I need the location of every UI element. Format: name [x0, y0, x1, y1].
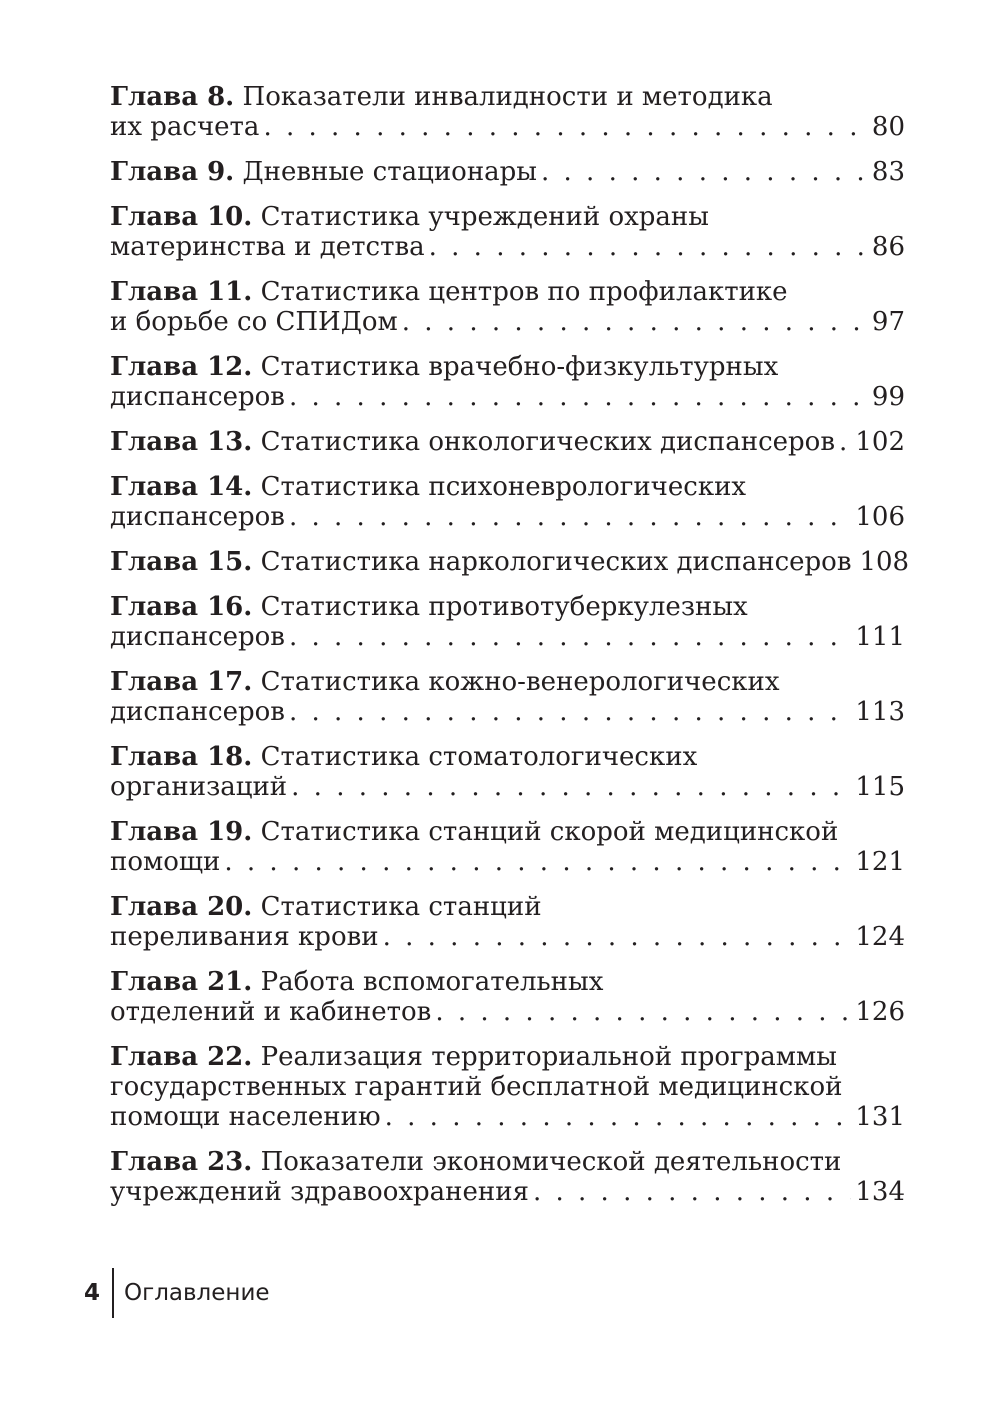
chapter-title-text: Статистика наркологических диспансеров	[260, 547, 852, 577]
toc-page-number: 131	[855, 1102, 905, 1132]
dot-leader	[385, 1102, 852, 1132]
toc-line-text	[110, 427, 835, 457]
toc-entry[interactable]	[110, 82, 905, 142]
footer-divider	[112, 1268, 114, 1318]
toc-entry-line	[110, 1147, 905, 1177]
toc-entry-line	[110, 847, 905, 877]
chapter-title-text: Статистика центров по профилактике	[260, 277, 788, 307]
toc-line-text	[110, 667, 780, 697]
toc-entry-line	[110, 997, 905, 1027]
chapter-label: Глава 16.	[110, 592, 253, 622]
chapter-label: Глава 18.	[110, 742, 253, 772]
chapter-title-text: диспансеров	[110, 502, 285, 532]
chapter-label: Глава 9.	[110, 157, 235, 187]
chapter-label: Глава 15.	[110, 547, 253, 577]
dot-leader	[289, 502, 851, 532]
chapter-title-text: и борьбе со СПИДом	[110, 307, 398, 337]
toc-line-text	[110, 772, 287, 802]
toc-entry-line	[110, 817, 905, 847]
chapter-label: Глава 11.	[110, 277, 253, 307]
toc-entry[interactable]	[110, 547, 910, 577]
toc-entry-line	[110, 547, 910, 577]
chapter-title-text: Статистика стоматологических	[260, 742, 698, 772]
toc-line-text	[110, 1102, 381, 1132]
dot-leader	[289, 382, 868, 412]
chapter-title-text: переливания крови	[110, 922, 379, 952]
chapter-title-text: помощи	[110, 847, 221, 877]
chapter-title-text: Статистика онкологических диспансеров	[260, 427, 835, 457]
toc-page-number: 102	[855, 427, 905, 457]
dot-leader	[435, 997, 851, 1027]
toc-entry-line	[110, 892, 905, 922]
dot-leader	[429, 232, 868, 262]
chapter-title-text: диспансеров	[110, 382, 285, 412]
toc-line-text	[110, 697, 285, 727]
chapter-label: Глава 17.	[110, 667, 253, 697]
toc-entry[interactable]	[110, 352, 905, 412]
chapter-title-text: Статистика станций скорой медицинской	[260, 817, 839, 847]
dot-leader	[289, 697, 851, 727]
chapter-title-text: Статистика противотуберкулезных	[260, 592, 748, 622]
toc-entry-line	[110, 232, 905, 262]
toc-entry-line	[110, 922, 905, 952]
toc-page-number: 99	[871, 382, 905, 412]
toc-line-text	[110, 892, 542, 922]
toc-entry-line	[110, 772, 905, 802]
chapter-title-text: материнства и детства	[110, 232, 425, 262]
chapter-label: Глава 20.	[110, 892, 253, 922]
toc-page-number: 124	[855, 922, 905, 952]
toc-entry[interactable]	[110, 1042, 905, 1132]
toc-line-text	[110, 967, 603, 997]
page-number: 4	[84, 1280, 101, 1306]
chapter-title-text: Статистика психоневрологических	[260, 472, 747, 502]
toc-entry[interactable]	[110, 742, 905, 802]
toc-entry[interactable]	[110, 472, 905, 532]
chapter-title-text: отделений и кабинетов	[110, 997, 432, 1027]
toc-line-text	[110, 82, 773, 112]
chapter-label: Глава 22.	[110, 1042, 253, 1072]
toc-entry[interactable]	[110, 892, 905, 952]
toc-page-number: 83	[871, 157, 905, 187]
dot-leader	[263, 112, 867, 142]
toc-line-text	[110, 202, 709, 232]
toc-entry-line	[110, 82, 905, 112]
toc-entry-line	[110, 1042, 905, 1072]
toc-line-text	[110, 742, 697, 772]
toc-entry-line	[110, 157, 905, 187]
toc-entry-line	[110, 1072, 905, 1102]
toc-page-number: 106	[855, 502, 905, 532]
toc-line-text	[110, 232, 425, 262]
toc-entry-line	[110, 1102, 905, 1132]
toc-line-text	[110, 922, 379, 952]
dot-leader	[383, 922, 852, 952]
toc-line-text	[110, 592, 748, 622]
chapter-title-text: Статистика кожно-венерологических	[260, 667, 780, 697]
toc-line-text	[110, 352, 778, 382]
chapter-title-text: учреждений здравоохранения	[110, 1177, 529, 1207]
toc-page-number: 111	[855, 622, 905, 652]
toc-entry-line	[110, 592, 905, 622]
toc-line-text	[110, 307, 398, 337]
chapter-title-text: Статистика учреждений охраны	[260, 202, 709, 232]
chapter-title-text: Реализация территориальной программы	[260, 1042, 837, 1072]
chapter-title-text: Работа вспомогательных	[260, 967, 604, 997]
chapter-label: Глава 21.	[110, 967, 253, 997]
toc-line-text	[110, 1147, 841, 1177]
toc-page-number: 86	[871, 232, 905, 262]
toc-entry-line	[110, 502, 905, 532]
chapter-label: Глава 14.	[110, 472, 253, 502]
chapter-title-text: диспансеров	[110, 622, 285, 652]
page-footer	[84, 1268, 270, 1318]
dot-leader	[289, 622, 851, 652]
toc-line-text	[110, 1177, 529, 1207]
chapter-label: Глава 12.	[110, 352, 253, 382]
toc-entry-line	[110, 697, 905, 727]
toc-line-text	[110, 1072, 842, 1102]
toc-page-number: 121	[855, 847, 905, 877]
dot-leader	[402, 307, 868, 337]
chapter-title-text: Показатели экономической деятельности	[260, 1147, 842, 1177]
chapter-title-text: их расчета	[110, 112, 260, 142]
toc-entry-line	[110, 667, 905, 697]
chapter-title-text: помощи населению	[110, 1102, 381, 1132]
toc-page-number: 134	[855, 1177, 905, 1207]
toc-entry[interactable]	[110, 277, 905, 337]
dot-leader	[291, 772, 851, 802]
chapter-label: Глава 19.	[110, 817, 253, 847]
toc-page-number: 97	[871, 307, 905, 337]
chapter-title-text: Дневные стационары	[242, 157, 537, 187]
toc-entry-line	[110, 1177, 905, 1207]
toc-page-number: 108	[859, 547, 910, 577]
toc-page-number: 80	[871, 112, 905, 142]
toc-line-text	[110, 277, 788, 307]
section-title: Оглавление	[124, 1280, 270, 1306]
chapter-title-text: Статистика станций	[260, 892, 542, 922]
toc-entry[interactable]	[110, 427, 905, 457]
dot-leader	[541, 157, 868, 187]
table-of-contents	[110, 82, 910, 1222]
toc-entry-line	[110, 307, 905, 337]
chapter-label: Глава 23.	[110, 1147, 253, 1177]
toc-entry-line	[110, 112, 905, 142]
toc-entry[interactable]	[110, 817, 905, 877]
toc-entries	[110, 82, 910, 1207]
toc-entry-line	[110, 352, 905, 382]
toc-line-text	[110, 817, 838, 847]
toc-entry[interactable]	[110, 157, 905, 187]
toc-entry-line	[110, 382, 905, 412]
toc-entry-line	[110, 622, 905, 652]
toc-entry-line	[110, 427, 905, 457]
toc-entry-line	[110, 202, 905, 232]
toc-page-number: 126	[855, 997, 905, 1027]
toc-line-text	[110, 622, 285, 652]
chapter-title-text: государственных гарантий бесплатной медицинской	[110, 1072, 843, 1102]
dot-leader	[839, 427, 851, 457]
chapter-title-text: Статистика врачебно-физкультурных	[260, 352, 779, 382]
chapter-title-text: организаций	[110, 772, 288, 802]
toc-line-text	[110, 997, 431, 1027]
toc-entry[interactable]	[110, 667, 905, 727]
chapter-label: Глава 8.	[110, 82, 235, 112]
toc-entry-line	[110, 472, 905, 502]
toc-entry-line	[110, 967, 905, 997]
toc-page-number: 113	[855, 697, 905, 727]
chapter-title-text: Показатели инвалидности и методика	[242, 82, 773, 112]
toc-entry[interactable]	[110, 592, 905, 652]
toc-entry-line	[110, 742, 905, 772]
toc-entry[interactable]	[110, 202, 905, 262]
toc-line-text	[110, 112, 259, 142]
toc-page-number: 115	[855, 772, 905, 802]
toc-line-text	[110, 472, 746, 502]
toc-entry-line	[110, 277, 905, 307]
dot-leader	[224, 847, 851, 877]
dot-leader	[533, 1177, 851, 1207]
toc-line-text	[110, 547, 851, 577]
toc-line-text	[110, 1042, 837, 1072]
toc-line-text	[110, 502, 285, 532]
chapter-label: Глава 10.	[110, 202, 253, 232]
chapter-title-text: диспансеров	[110, 697, 285, 727]
toc-entry[interactable]	[110, 967, 905, 1027]
chapter-label: Глава 13.	[110, 427, 253, 457]
toc-line-text	[110, 847, 220, 877]
toc-entry[interactable]	[110, 1147, 905, 1207]
toc-line-text	[110, 382, 285, 412]
toc-line-text	[110, 157, 537, 187]
